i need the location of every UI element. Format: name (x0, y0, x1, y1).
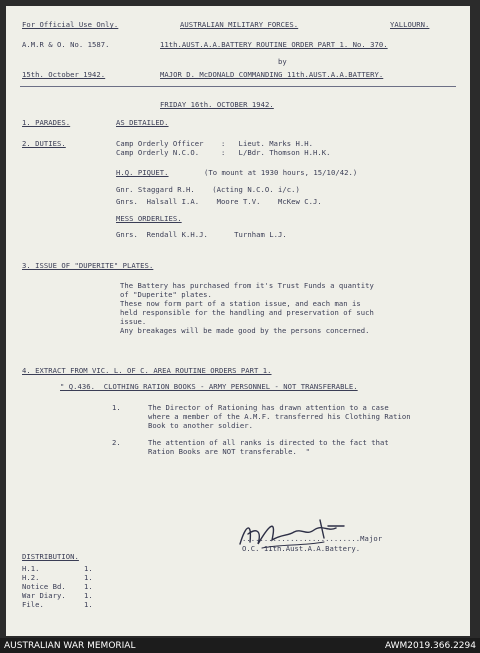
parades-value: AS DETAILED. (116, 118, 169, 127)
distribution-name: H.1. (22, 564, 40, 573)
document-page (6, 6, 470, 636)
duties-line: Camp Orderly N.C.O. : L/Bdr. Thomson H.H.K. (116, 148, 331, 157)
order-date: FRIDAY 16th. OCTOBER 1942. (160, 100, 274, 109)
extract-p1-line: where a member of the A.M.F. transferred his Clothing Ration (148, 412, 411, 421)
footer-accession-number: AWM2019.366.2294 (384, 641, 476, 651)
paragraph-number: 1. (112, 403, 121, 412)
duperite-line: held responsible for the handling and preservation of such (120, 308, 374, 317)
duperite-heading: 3. ISSUE OF "DUPERITE" PLATES. (22, 261, 154, 270)
order-title: 11th.AUST.A.A.BATTERY ROUTINE ORDER PART 1. No. 370. (160, 40, 388, 49)
extract-p1-line: The Director of Rationing has drawn attention to a case (148, 403, 389, 412)
duperite-line: issue. (120, 317, 147, 326)
duties-heading: 2. DUTIES. (22, 139, 66, 148)
piquet-line: Gnrs. Halsall I.A. Moore T.V. McKew C.J. (116, 197, 322, 206)
commander: MAJOR D. McDONALD COMMANDING 11th.AUST.A.A.BATTERY. (160, 70, 384, 79)
duperite-line: These now form part of a station issue, and each man is (120, 299, 361, 308)
piquet-label: H.Q. PIQUET. (116, 168, 169, 177)
duperite-line: of "Duperite" plates. (120, 290, 212, 299)
distribution-count: 1. (84, 600, 93, 609)
duties-line: Camp Orderly Officer : Lieut. Marks H.H. (116, 139, 313, 148)
piquet-note: (To mount at 1930 hours, 15/10/42.) (204, 168, 358, 177)
piquet-line: Gnr. Staggard R.H. (Acting N.C.O. i/c.) (116, 185, 300, 194)
location: YALLOURN. (390, 20, 430, 29)
official-use-label: For Official Use Only. (22, 20, 119, 29)
footer-institution: AUSTRALIAN WAR MEMORIAL (4, 641, 136, 651)
header-divider (20, 86, 456, 87)
paragraph-number: 2. (112, 438, 121, 447)
distribution-name: H.2. (22, 573, 40, 582)
distribution-count: 1. (84, 573, 93, 582)
distribution-name: Notice Bd. (22, 582, 66, 591)
distribution-name: File. (22, 600, 44, 609)
distribution-count: 1. (84, 564, 93, 573)
signature-line: ...........................Major (242, 534, 383, 543)
extract-p2-line: The attention of all ranks is directed to the fact that (148, 438, 389, 447)
distribution-count: 1. (84, 591, 93, 600)
signature-title: O.C. 11th.Aust.A.A.Battery. (242, 544, 361, 553)
duperite-line: The Battery has purchased from it's Trust Funds a quantity (120, 281, 374, 290)
extract-subheading: " Q.436. CLOTHING RATION BOOKS - ARMY PERSONNEL - NOT TRANSFERABLE. (60, 382, 358, 391)
header-date: 15th. October 1942. (22, 70, 106, 79)
parades-heading: 1. PARADES. (22, 118, 71, 127)
by-label: by (278, 57, 287, 66)
distribution-heading: DISTRIBUTION. (22, 552, 79, 561)
mess-line: Gnrs. Rendall K.H.J. Turnham L.J. (116, 230, 287, 239)
extract-p1-line: Book to another soldier. (148, 421, 254, 430)
extract-p2-line: Ration Books are NOT transferable. " (148, 447, 310, 456)
reference-number: A.M.R & O. No. 1587. (22, 40, 110, 49)
extract-heading: 4. EXTRACT FROM VIC. L. OF C. AREA ROUTINE ORDERS PART 1. (22, 366, 272, 375)
distribution-name: War Diary. (22, 591, 66, 600)
forces-title: AUSTRALIAN MILITARY FORCES. (180, 20, 299, 29)
archive-footer (0, 638, 480, 653)
duperite-line: Any breakages will be made good by the persons concerned. (120, 326, 370, 335)
distribution-count: 1. (84, 582, 93, 591)
mess-label: MESS ORDERLIES. (116, 214, 182, 223)
